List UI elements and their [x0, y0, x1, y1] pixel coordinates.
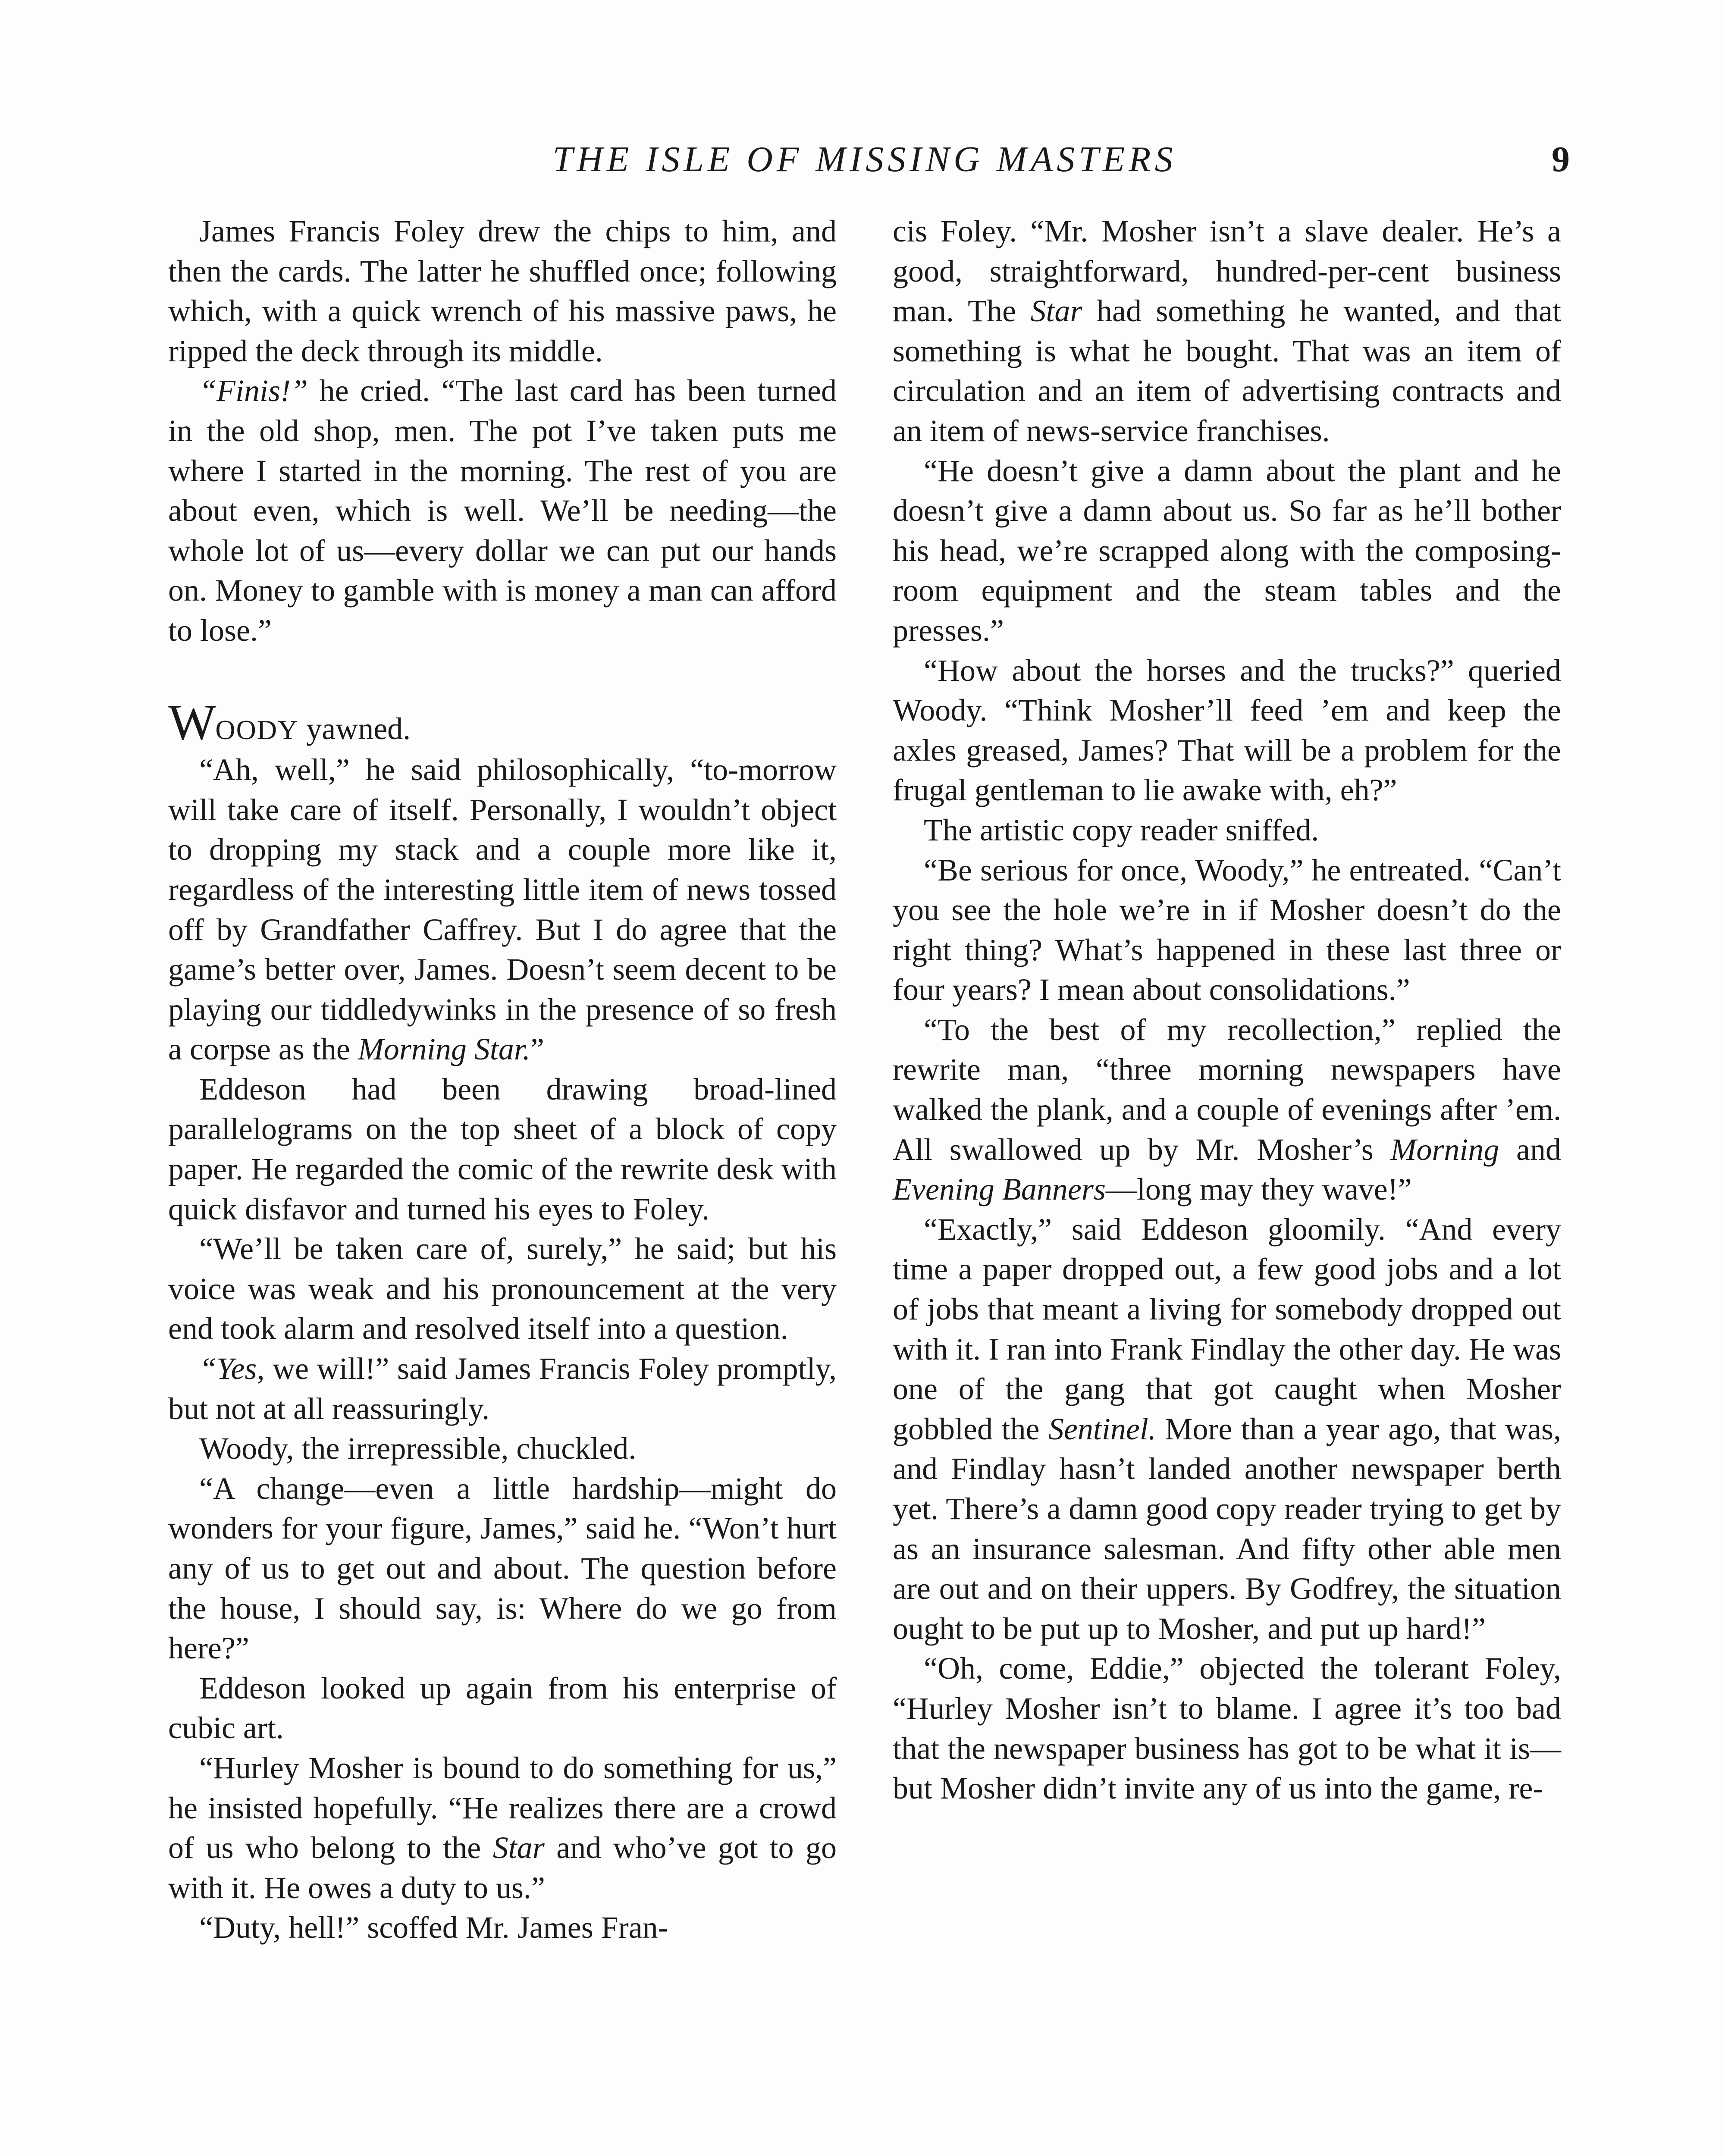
- paragraph: [168, 1469, 837, 1668]
- paragraph-text: yawned.: [298, 711, 411, 746]
- paragraph-text: had something he wanted, and that something is what he bought. That was an item of circulation and an item of advertising contracts and an item of news-service franchises.: [893, 294, 1561, 448]
- paragraph: [893, 651, 1561, 810]
- right-column: [893, 211, 1561, 1808]
- italic-text: Morning: [1390, 1132, 1499, 1167]
- paragraph-text: ”: [530, 1032, 544, 1067]
- paragraph-text: and who’ve got to go with it. He owes a duty to us.”: [168, 1830, 837, 1905]
- paragraph-text: —long may they wave!”: [1105, 1172, 1412, 1207]
- paragraph-text: “To the best of my recollection,” replied the rewrite man, “three morning newspapers have walked the plank, and a couple of evenings after ’em. All swallowed up by Mr. Mosher’s: [893, 1012, 1561, 1167]
- paragraph-text: “He doesn’t give a damn about the plant and he doesn’t give a damn about us. So far as he’ll bother his head, we’re scrapped along with the composing-room equipment and the steam tables and the presses.”: [893, 453, 1561, 648]
- paragraph-text: “We’ll be taken care of, surely,” he said; but his voice was weak and his pronouncement at the very end took alarm and resolved itself into a question.: [168, 1232, 837, 1346]
- paragraph: [893, 451, 1561, 651]
- paragraph: [168, 1908, 837, 1948]
- paragraph-text: “Exactly,” said Eddeson gloomily. “And every time a paper dropped out, a few good jobs and a lot of jobs that meant a living for somebody dropped out with it. I ran into Frank Findlay the other day. He was one of the gang that got caught when Mosher gobbled the: [893, 1212, 1561, 1446]
- paragraph-text: “Be serious for once, Woody,” he entreated. “Can’t you see the hole we’re in if Mosher doesn’t do the right thing? What’s happened in these last three or four years? I mean about consolidations.”: [893, 852, 1561, 1007]
- paragraph: [168, 1229, 837, 1349]
- left-column: [168, 211, 837, 1948]
- italic-text: Star: [1030, 294, 1082, 329]
- page-number: 9: [1552, 139, 1570, 179]
- paragraph-text: we will!” said James Francis Foley promptly, but not at all reassuringly.: [168, 1351, 837, 1426]
- paragraph: [893, 1210, 1561, 1649]
- italic-text: “Finis!”: [199, 373, 308, 408]
- paragraph: [168, 693, 837, 750]
- paragraph: [168, 211, 837, 371]
- paragraph-text: Woody, the irrepressible, chuckled.: [199, 1431, 637, 1466]
- paragraph: [168, 1069, 837, 1229]
- paragraph-text: James Francis Foley drew the chips to him, and then the cards. The latter he shuffled once; following which, with a quick wrench of his massive paws, he ripped the deck through its middle.: [168, 214, 837, 368]
- section-break: [168, 651, 837, 702]
- paragraph: [168, 750, 837, 1069]
- paragraph-text: “Ah, well,” he said philosophically, “to-morrow will take care of itself. Personally, I wouldn’t object to dropping my stack and a couple more like it, regardless of the interesting little item of news tossed off by Grandfather Caffrey. But I do agree that the game’s better over, James. Doesn’t seem decent to be playing our tiddledywinks in the presence of so fresh a corpse as the: [168, 752, 837, 1067]
- paragraph: [893, 850, 1561, 1010]
- italic-text: “Yes,: [199, 1351, 265, 1386]
- paragraph-text: More than a year ago, that was, and Findlay hasn’t landed another newspaper berth yet. There’s a damn good copy reader trying to get by as an insurance salesman. And fifty other able men are out and on their uppers. By Godfrey, the situation ought to be put up to Mosher, and put up hard!”: [893, 1411, 1562, 1646]
- paragraph: [168, 371, 837, 650]
- paragraph-text: “Oh, come, Eddie,” objected the tolerant Foley, “Hurley Mosher isn’t to blame. I agree it’s too bad that the newspaper business has got to be what it is—but Mosher didn’t invite any of us into the game, re-: [893, 1651, 1561, 1806]
- paragraph: [893, 1010, 1561, 1210]
- paragraph: [893, 810, 1561, 850]
- italic-text: Sentinel.: [1048, 1411, 1156, 1446]
- paragraph: [168, 1748, 837, 1908]
- drop-cap: W: [168, 693, 216, 750]
- paragraph-text: “A change—even a little hardship—might do wonders for your figure, James,” said he. “Won’t hurt any of us to get out and about. The question before the house, I should say, is: Where do we go from here?”: [168, 1471, 837, 1666]
- paragraph: [168, 1349, 837, 1429]
- paragraph: [168, 1668, 837, 1748]
- running-title: THE ISLE OF MISSING MASTERS: [552, 139, 1177, 179]
- page-header: [160, 132, 1570, 188]
- paragraph-text: “Duty, hell!” scoffed Mr. James Fran-: [199, 1910, 668, 1945]
- paragraph-text: The artistic copy reader sniffed.: [924, 812, 1319, 847]
- small-caps-text: OODY: [215, 714, 299, 745]
- paragraph-text: and: [1499, 1132, 1561, 1167]
- paragraph-text: cis Foley. “Mr. Mosher isn’t a slave dealer. He’s a good, straightforward, hundred-per-cent business man. The: [893, 214, 1561, 329]
- italic-text: Evening Banners: [893, 1172, 1106, 1207]
- paragraph-text: “Hurley Mosher is bound to do something for us,” he insisted hopefully. “He realizes there are a crowd of us who belong to the: [168, 1750, 837, 1865]
- paragraph: [893, 211, 1561, 451]
- italic-text: Morning Star.: [358, 1032, 530, 1067]
- paragraph: [168, 1429, 837, 1469]
- italic-text: Star: [492, 1830, 545, 1865]
- paragraph-text: he cried. “The last card has been turned in the old shop, men. The pot I’ve taken puts me where I started in the morning. The rest of you are about even, which is well. We’ll be needing—the whole lot of us—every dollar we can put our hands on. Money to gamble with is money a man can afford to lose.”: [168, 373, 837, 648]
- paragraph-text: “How about the horses and the trucks?” queried Woody. “Think Mosher’ll feed ’em and keep the axles greased, James? That will be a problem for the frugal gentleman to lie awake with, eh?”: [893, 653, 1561, 808]
- paragraph: [893, 1648, 1561, 1808]
- paragraph-text: Eddeson had been drawing broad-lined parallelograms on the top sheet of a block of copy paper. He regarded the comic of the rewrite desk with quick disfavor and turned his eyes to Foley.: [168, 1072, 837, 1226]
- paragraph-text: Eddeson looked up again from his enterprise of cubic art.: [168, 1670, 837, 1745]
